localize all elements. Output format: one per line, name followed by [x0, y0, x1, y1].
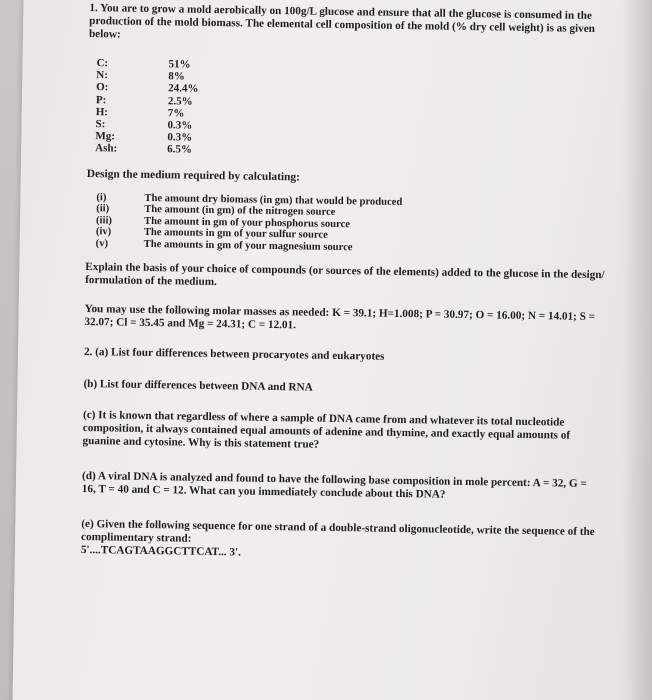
part-text: The amount in gm of your phosphorus source [143, 215, 351, 230]
element-percent: 0.3% [167, 119, 193, 132]
element-percent: 51% [168, 58, 191, 71]
element-percent: 6.5% [167, 143, 193, 157]
element-symbol: C: [96, 57, 109, 70]
design-heading: Design the medium required by calculating: [86, 167, 301, 184]
element-symbol: P: [95, 93, 107, 106]
element-symbol: N: [96, 69, 109, 82]
element-percent: 24.4% [168, 82, 199, 96]
background-shadow [622, 0, 652, 700]
element-symbol: S: [95, 118, 106, 131]
part-text: The amounts in gm of your magnesium source [143, 238, 353, 254]
dna-sequence: 5'....TCAGTAAGGCTTCAT... 3'. [80, 543, 242, 559]
part-number: (iii) [95, 214, 113, 227]
part-number: (iv) [95, 226, 112, 238]
assignment-text [81, 2, 610, 565]
question-2d: (d) A viral DNA is analyzed and found to have the following base composition in mole percent: A = 32, G = 16, T = 40 and C = 12. What can you immediately conclude about this DNA? [81, 469, 587, 501]
part-text: The amount (in gm) of the nitrogen source [144, 204, 336, 219]
paper-sheet [12, 0, 652, 700]
element-symbol: Ash: [95, 142, 118, 155]
question-2e: (e) Given the following sequence for one strand of a double-strand oligonucleotide, write the sequence of the complimentary strand: [81, 517, 595, 545]
question-2b: (b) List four differences between DNA and RNA [83, 377, 313, 394]
element-symbol: Mg: [95, 130, 116, 143]
element-percent: 0.3% [167, 131, 193, 144]
element-percent: 7% [167, 107, 185, 120]
element-percent: 8% [168, 70, 185, 83]
explain-paragraph: Explain the basis of your choice of compounds (or sources of the elements) added to the glucose in the design/ formulation of the medium. [85, 260, 605, 288]
q1-intro: 1. You are to grow a mold aerobically on 100g/L glucose and ensure that all the glucose is consumed in the production of the mold biomass. The elemental cell composition of the mold (% dry cell weight) is as given below: [88, 2, 596, 41]
part-text: The amount dry biomass (in gm) that would be produced [144, 192, 403, 208]
element-percent: 2.5% [167, 94, 193, 108]
molar-masses-paragraph: You may use the following molar masses as needed: K = 39.1; H=1.008; P = 30.97; O = 16.00; N = 14.01; S = 32.07; Cl = 35.45 and Mg = 24.31; C = 12.01. [84, 302, 596, 331]
composition-row [95, 143, 197, 157]
question-2a: 2. (a) List four differences between procaryotes and eukaryotes [83, 345, 385, 363]
part-text: The amounts in gm of your sulfur source [143, 227, 328, 242]
part-number: (v) [95, 238, 109, 250]
element-symbol: H: [95, 105, 109, 119]
element-symbol: O: [96, 81, 109, 94]
calculation-parts-list [96, 192, 403, 255]
part-number: (i) [96, 191, 107, 203]
question-2c: (c) It is known that regardless of where a sample of DNA came from and whatever its total nucleotide composition, it always contained equal amounts of adenine and thymine, and exactly equal amounts of guanine and cytosine. Why is this statement true? [82, 408, 571, 451]
composition-table [95, 57, 199, 156]
part-number: (ii) [96, 203, 110, 215]
